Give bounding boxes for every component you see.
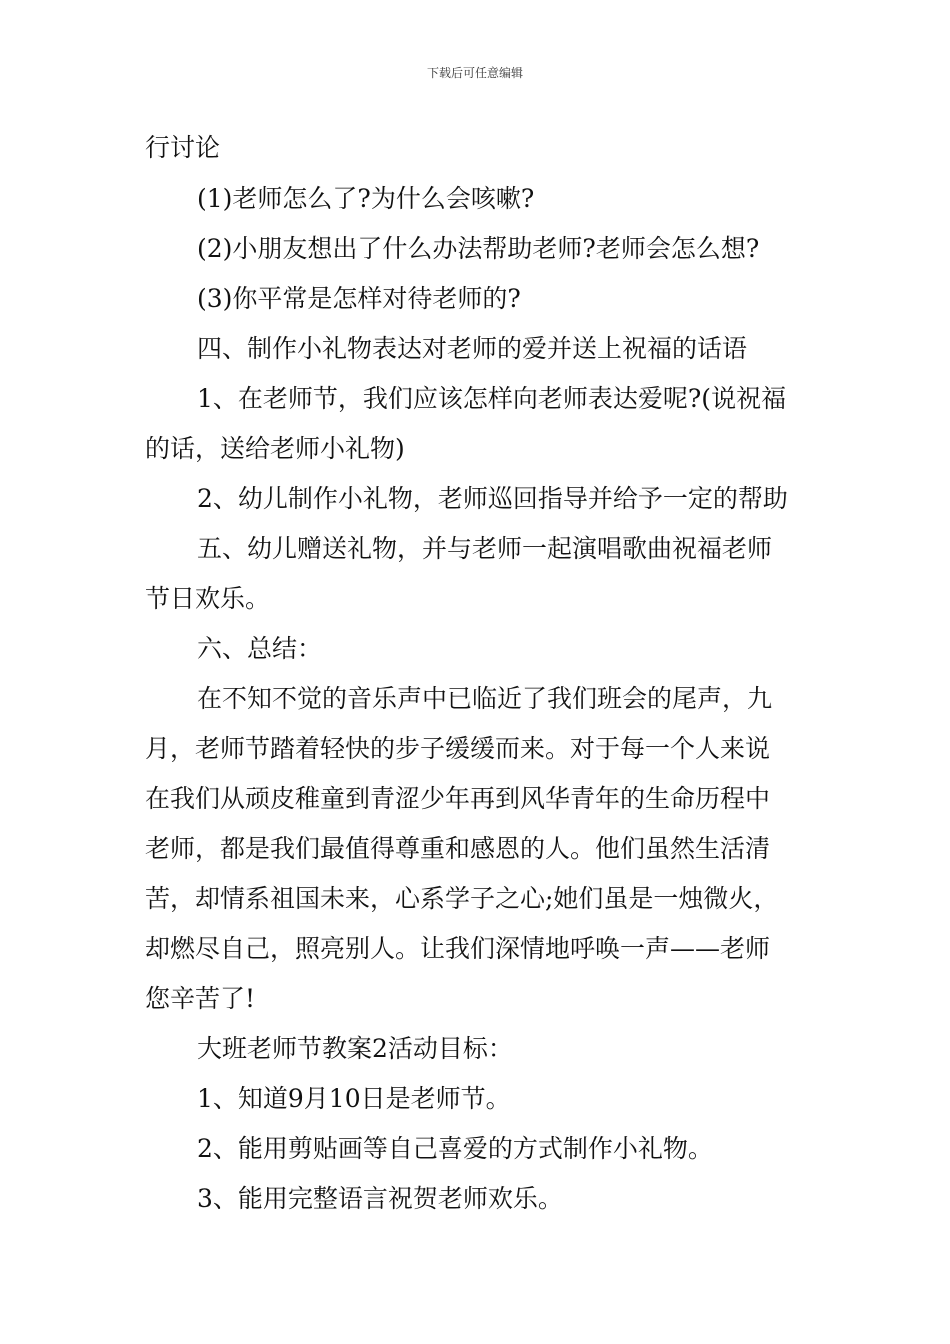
paragraph-line: 苦，却情系祖国未来，心系学子之心;她们虽是一烛微火，	[145, 884, 779, 913]
paragraph-line: 老师，都是我们最值得尊重和感恩的人。他们虽然生活清	[145, 834, 771, 863]
paragraph-line: 却燃尽自己，照亮别人。让我们深情地呼唤一声——老师	[145, 934, 771, 963]
section-heading: 五、幼儿赠送礼物，并与老师一起演唱歌曲祝福老师	[197, 534, 773, 563]
paragraph-line: 2、幼儿制作小礼物，老师巡回指导并给予一定的帮助	[197, 484, 788, 513]
paragraph-line: 节日欢乐。	[145, 584, 271, 613]
list-item: 2、能用剪贴画等自己喜爱的方式制作小礼物。	[197, 1134, 713, 1163]
section-heading: 四、制作小礼物表达对老师的爱并送上祝福的话语	[197, 334, 748, 363]
paragraph-line: 在我们从顽皮稚童到青涩少年再到风华青年的生命历程中	[145, 784, 771, 813]
paragraph-line: (2)小朋友想出了什么办法帮助老师?老师会怎么想?	[197, 234, 760, 263]
list-item: 3、能用完整语言祝贺老师欢乐。	[197, 1184, 563, 1213]
paragraph-line: (3)你平常是怎样对待老师的?	[197, 284, 521, 313]
section-heading: 大班老师节教案2活动目标：	[197, 1034, 513, 1063]
paragraph-line: (1)老师怎么了?为什么会咳嗽?	[197, 184, 535, 213]
paragraph-line: 的话，送给老师小礼物)	[145, 434, 405, 463]
paragraph-line: 在不知不觉的音乐声中已临近了我们班会的尾声，九	[197, 684, 773, 713]
paragraph-line: 行讨论	[145, 133, 221, 162]
section-heading: 六、总结：	[197, 634, 323, 663]
paragraph-line: 1、在老师节，我们应该怎样向老师表达爱呢?(说祝福	[197, 384, 787, 413]
page-header: 下载后可任意编辑	[426, 66, 523, 80]
list-item: 1、知道9月10日是老师节。	[197, 1084, 511, 1113]
paragraph-line: 您辛苦了!	[145, 984, 256, 1013]
paragraph-line: 月，老师节踏着轻快的步子缓缓而来。对于每一个人来说	[145, 734, 771, 763]
